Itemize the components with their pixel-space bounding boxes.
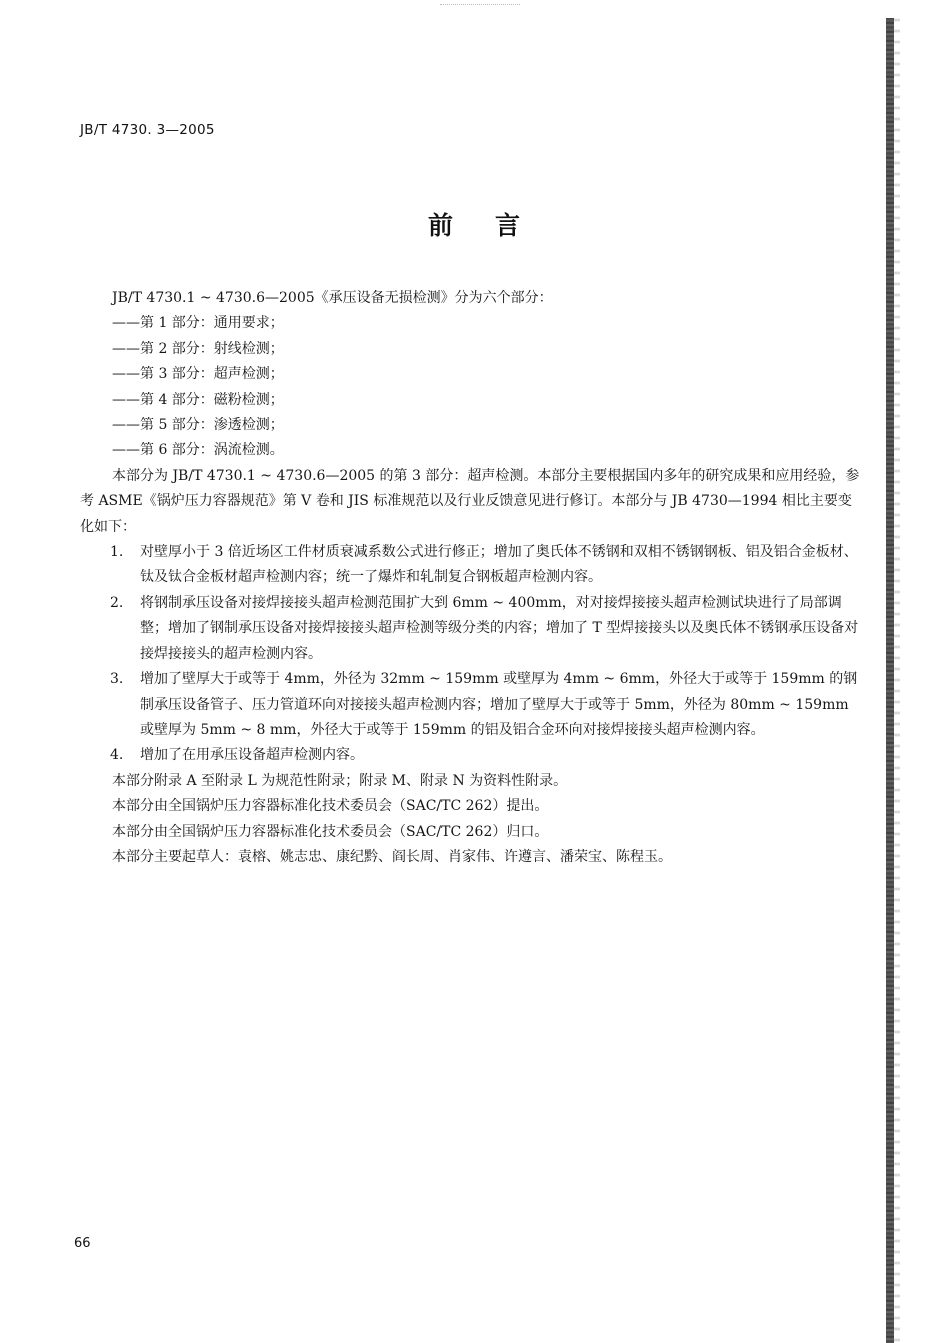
change-text: 增加了壁厚大于或等于 4mm，外径为 32mm ~ 159mm 或壁厚为 4mm ~ 6mm，外径大于或等于 159mm 的钢制承压设备管子、压力管道环向对接接头超声检测内容；增加了壁厚大于或等于 5mm，外径为 80mm ~ 159mm 或壁厚为 5mm ~ 8 mm，外径大于或等于 159mm 的铝及铝合金环向对接焊接接头超声检测内容。 xyxy=(140,671,858,738)
change-text: 将钢制承压设备对接焊接接头超声检测范围扩大到 6mm ~ 400mm，对对接焊接接头超声检测试块进行了局部调整；增加了钢制承压设备对接焊接接头超声检测等级分类的内容；增加了 T 型焊接接头以及奥氏体不锈钢承压设备对接焊接接头的超声检测内容。 xyxy=(140,594,859,662)
change-number: 3. xyxy=(110,671,124,688)
intro-paragraph: JB/T 4730.1 ~ 4730.6—2005《承压设备无损检测》分为六个部分： xyxy=(112,290,553,306)
page-number: 66 xyxy=(74,1236,91,1251)
scan-artifact xyxy=(440,0,520,5)
drafters-statement: 本部分主要起草人：袁榕、姚志忠、康纪黔、阎长周、肖家伟、许遵言、潘荣宝、陈程玉。 xyxy=(112,848,672,865)
part-list-item: ——第 2 部分：射线检测； xyxy=(112,340,284,357)
part-list-item: ——第 1 部分：通用要求； xyxy=(112,315,284,332)
change-number: 1. xyxy=(110,544,124,561)
standard-code: JB/T 4730. 3—2005 xyxy=(80,122,215,138)
proposer-statement: 本部分由全国锅炉压力容器标准化技术委员会（SAC/TC 262）提出。 xyxy=(112,798,549,815)
page-title: 前言 xyxy=(427,211,562,240)
part-list-item: ——第 5 部分：渗透检测； xyxy=(112,417,284,434)
change-text: 对壁厚小于 3 倍近场区工件材质衰减系数公式进行修正；增加了奥氏体不锈钢和双相不锈钢钢板、铝及铝合金板材、钛及钛合金板材超声检测内容；统一了爆炸和轧制复合钢板超声检测内容。 xyxy=(140,544,858,586)
change-text: 增加了在用承压设备超声检测内容。 xyxy=(140,747,364,764)
summary-paragraph: 本部分为 JB/T 4730.1 ~ 4730.6—2005 的第 3 部分：超声检测。本部分主要根据国内多年的研究成果和应用经验，参考 ASME《锅炉压力容器规范》第 V 卷和 JIS 标准规范以及行业反馈意见进行修订。本部分与 JB 4730—1994 相比主要变化如下： xyxy=(80,467,860,535)
change-item xyxy=(80,540,860,591)
foreword-body xyxy=(80,286,860,870)
part-list-item: ——第 6 部分：涡流检测。 xyxy=(112,442,284,459)
change-item xyxy=(80,667,860,743)
part-list-item: ——第 3 部分：超声检测； xyxy=(112,366,284,383)
part-list-item: ——第 4 部分：磁粉检测； xyxy=(112,391,284,408)
change-number: 2. xyxy=(110,594,124,611)
change-item xyxy=(80,743,860,768)
change-item xyxy=(80,591,860,667)
annex-statement: 本部分附录 A 至附录 L 为规范性附录；附录 M、附录 N 为资料性附录。 xyxy=(112,772,568,789)
administrator-statement: 本部分由全国锅炉压力容器标准化技术委员会（SAC/TC 262）归口。 xyxy=(112,823,549,840)
change-number: 4. xyxy=(110,747,124,764)
